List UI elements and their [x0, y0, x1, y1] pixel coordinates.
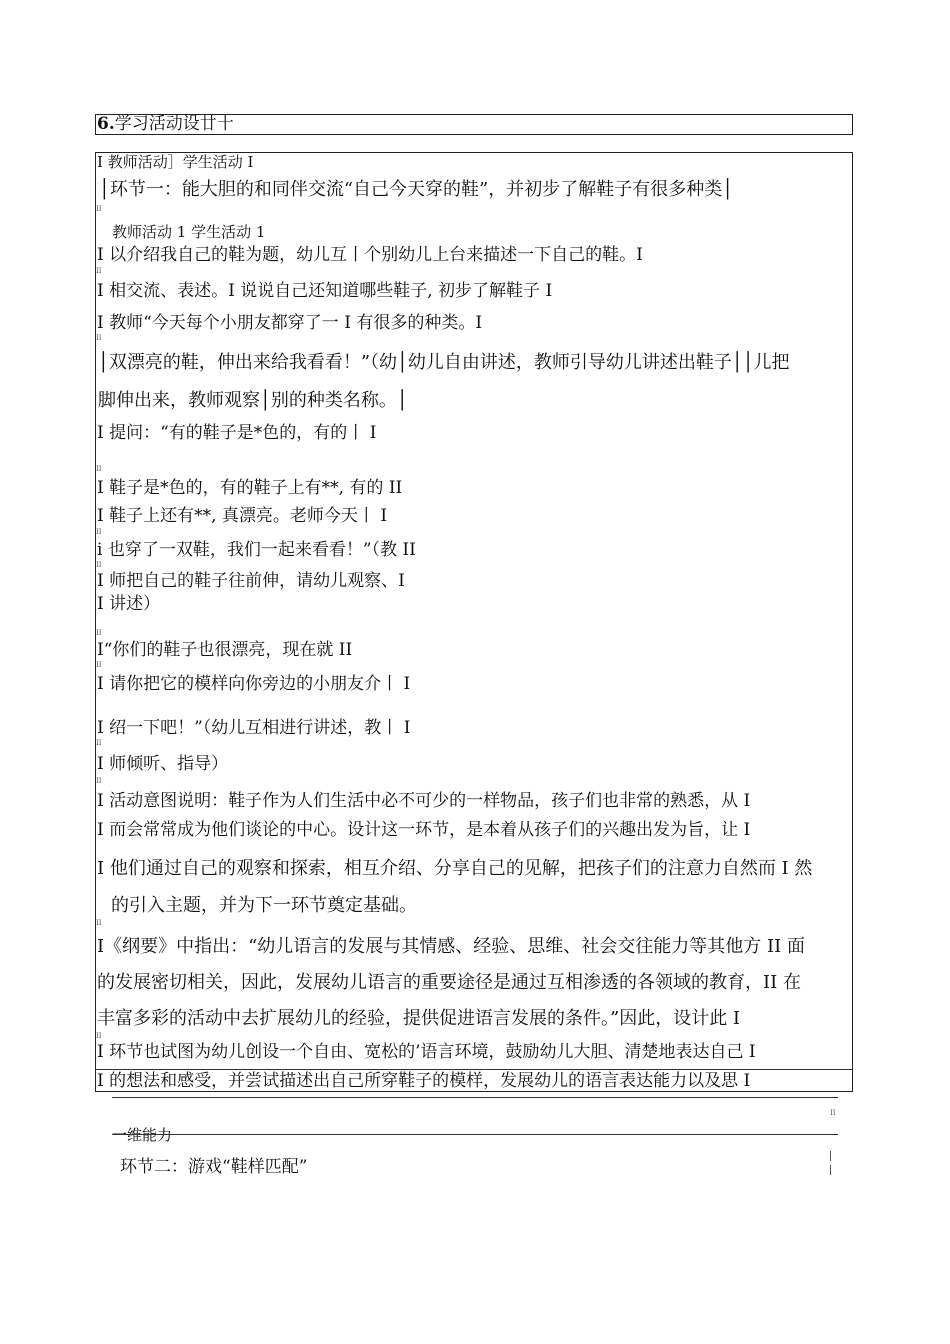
page-rule	[112, 1134, 838, 1135]
row-mark: II	[96, 629, 102, 637]
table-line: I 而会常常成为他们谈论的中心。设计这一环节，是本着从孩子们的兴趣出发为旨，让 I	[97, 820, 751, 840]
table-line: I 的想法和感受，并尝试描述出自己所穿鞋子的模样，发展幼儿的语言表达能力以及思 I	[97, 1071, 751, 1091]
section-title-number: 6.	[97, 114, 115, 134]
table-line: I 相交流、表述。I 说说自己还知道哪些鞋子, 初步了解鞋子 I	[97, 281, 553, 301]
row-mark: II	[96, 465, 102, 473]
table-line: I 师倾听、指导）	[97, 754, 229, 774]
table-line: I 他们通过自己的观察和探索，相互介绍、分享自己的见解，把孩子们的注意力自然而 I 然	[97, 858, 813, 879]
row-mark: II	[96, 777, 102, 785]
row-mark: II	[96, 739, 102, 747]
table-header: I 教师活动］学生活动 I	[97, 153, 254, 171]
section-title	[97, 116, 234, 133]
row-mark: II	[96, 561, 102, 569]
row-divider	[96, 1069, 852, 1070]
table-line: I 鞋子是*色的，有的鞋子上有**, 有的 II	[97, 478, 403, 498]
table-line: I 绍一下吧！”（幼儿互相进行讲述，教丨 I	[97, 718, 411, 738]
table-line: I 活动意图说明：鞋子作为人们生活中必不可少的一样物品，孩子们也非常的熟悉，从 I	[97, 791, 751, 811]
row-mark: II	[96, 334, 102, 342]
table-line: 丰富多彩的活动中去扩展幼儿的经验，提供促进语言发展的条件。”因此，设计此 I	[97, 1008, 741, 1029]
stage-two-title: 环节二：游戏“鞋样匹配”	[120, 1157, 308, 1177]
stage-one-title: │环节一：能大胆的和同伴交流“自己今天穿的鞋”，并初步了解鞋子有很多种类│	[99, 179, 734, 200]
row-mark: II	[96, 919, 102, 927]
cut-fragment: 一维能力	[112, 1126, 173, 1144]
table-line: I 以介绍我自己的鞋为题，幼儿互丨个别幼儿上台来描述一下自己的鞋。I	[97, 245, 643, 265]
section-title-text: 学习活动设廿十	[114, 114, 234, 134]
row-mark: II	[830, 1109, 836, 1117]
table-line: │双漂亮的鞋，伸出来给我看看！”（幼│幼儿自由讲述，教师引导幼儿讲述出鞋子││儿把	[98, 352, 790, 373]
page-rule	[112, 1097, 838, 1098]
row-mark: II	[96, 528, 102, 536]
table-line: i 也穿了一双鞋，我们一起来看看！”（教 II	[97, 540, 416, 560]
table-line: I 环节也试图为幼儿创设一个自由、宽松的’语言环境，鼓励幼儿大胆、清楚地表达自己 I	[97, 1042, 756, 1062]
row-mark: II	[96, 205, 102, 213]
table-line: 脚伸出来，教师观察│别的种类名称。│	[98, 390, 408, 411]
table-line: I 请你把它的模样向你旁边的小朋友介丨 I	[97, 674, 411, 694]
table-line: I 师把自己的鞋子往前伸，请幼儿观察、I	[97, 571, 405, 591]
table-line: I《纲要》中指出：“幼儿语言的发展与其情感、经验、思维、社会交往能力等其他方 II 面	[97, 936, 805, 957]
row-mark: II	[96, 267, 102, 275]
row-mark: II	[96, 661, 102, 669]
table-line: I 讲述）	[97, 594, 161, 614]
table-line: 的发展密切相关，因此，发展幼儿语言的重要途径是通过互相渗透的各领域的教育，II 在	[97, 972, 801, 993]
table-line: I 鞋子上还有**, 真漂亮。老师今天丨 I	[97, 506, 388, 526]
table-line: 的引入主题，并为下一环节奠定基础。	[111, 895, 417, 916]
table-line: I 教师“今天每个小朋友都穿了一 I 有很多的种类。I	[97, 313, 483, 333]
sub-header: 教师活动 1 学生活动 1	[112, 223, 266, 241]
margin-tick	[830, 1165, 831, 1175]
margin-tick	[830, 1151, 831, 1161]
table-line: I 提问：“有的鞋子是*色的，有的丨 I	[97, 423, 377, 443]
table-line: I“你们的鞋子也很漂亮，现在就 II	[97, 640, 353, 660]
row-mark: II	[96, 1032, 102, 1040]
